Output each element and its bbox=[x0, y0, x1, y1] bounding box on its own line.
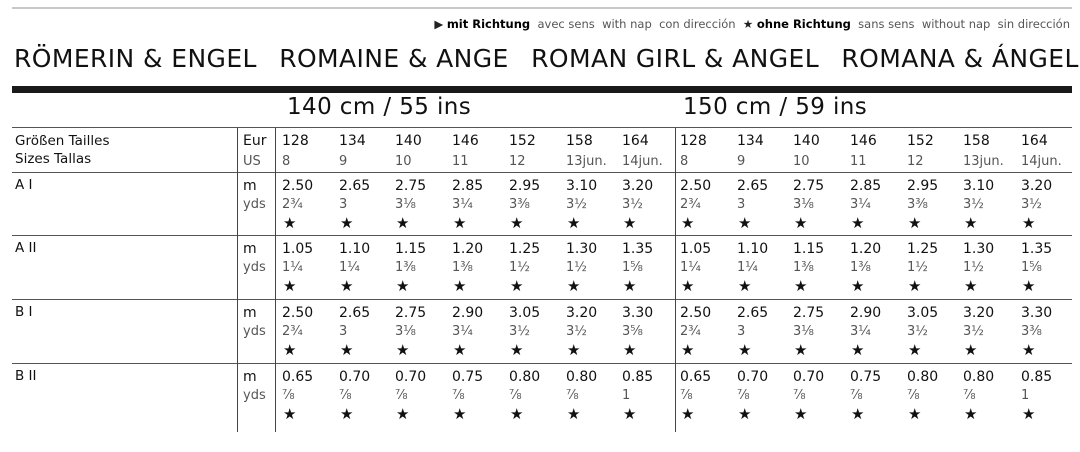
without-nap-star-icon: ★ bbox=[283, 277, 297, 295]
without-nap-star-icon: ★ bbox=[567, 277, 581, 295]
meters-value: 2.50 bbox=[282, 305, 314, 321]
without-nap-star-icon: ★ bbox=[738, 277, 752, 295]
yards-value: 2¾ bbox=[680, 197, 701, 212]
without-nap-symbol: ★ bbox=[742, 17, 754, 31]
yards-value: 2¾ bbox=[680, 324, 701, 339]
us-size-cell: 8 bbox=[282, 154, 291, 169]
meters-value: 1.30 bbox=[963, 241, 995, 257]
meters-value: 2.90 bbox=[850, 305, 882, 321]
yards-value: 1½ bbox=[566, 260, 587, 275]
without-nap-star-icon: ★ bbox=[681, 341, 695, 359]
yards-value: 3 bbox=[339, 197, 348, 212]
us-size-cell: 8 bbox=[680, 154, 689, 169]
meters-value: 0.85 bbox=[622, 369, 654, 385]
pattern-title bbox=[14, 44, 1080, 73]
row-divider bbox=[12, 127, 1072, 128]
without-nap-star-icon: ★ bbox=[340, 214, 354, 232]
without-nap-star-icon: ★ bbox=[510, 405, 524, 423]
yards-value: 1¼ bbox=[680, 260, 701, 275]
without-nap-star-icon: ★ bbox=[283, 341, 297, 359]
without-nap-star-icon: ★ bbox=[681, 214, 695, 232]
without-nap-star-icon: ★ bbox=[794, 341, 808, 359]
us-size-cell: 12 bbox=[907, 154, 924, 169]
meters-value: 1.05 bbox=[680, 241, 712, 257]
yards-unit-label: yds bbox=[243, 260, 266, 275]
yards-value: 3½ bbox=[963, 324, 984, 339]
view-label: A I bbox=[15, 177, 33, 193]
without-nap-star-icon: ★ bbox=[453, 405, 467, 423]
without-nap-star-icon: ★ bbox=[794, 405, 808, 423]
us-size-cell: 10 bbox=[395, 154, 412, 169]
yards-value: 3½ bbox=[622, 197, 643, 212]
without-nap-star-icon: ★ bbox=[340, 277, 354, 295]
without-nap-star-icon: ★ bbox=[794, 277, 808, 295]
eur-size-cell: 134 bbox=[339, 133, 366, 149]
yards-value: 3⅜ bbox=[509, 197, 530, 212]
meters-value: 3.10 bbox=[963, 178, 995, 194]
without-nap-star-icon: ★ bbox=[567, 214, 581, 232]
row-divider bbox=[12, 172, 1072, 173]
without-nap-star-icon: ★ bbox=[396, 405, 410, 423]
yards-value: 3½ bbox=[907, 324, 928, 339]
without-nap-star-icon: ★ bbox=[681, 277, 695, 295]
yards-value: 1⅜ bbox=[793, 260, 814, 275]
yards-value: ⅞ bbox=[850, 388, 863, 403]
us-size-cell: 9 bbox=[737, 154, 746, 169]
without-nap-star-icon: ★ bbox=[567, 405, 581, 423]
fabric-width-150-heading: 150 cm / 59 ins bbox=[683, 94, 868, 120]
yards-value: 3½ bbox=[1021, 197, 1042, 212]
us-size-cell: 11 bbox=[850, 154, 867, 169]
without-nap-star-icon: ★ bbox=[567, 341, 581, 359]
meter-unit-label: m bbox=[243, 178, 257, 194]
eur-size-cell: 164 bbox=[1021, 133, 1048, 149]
meters-value: 3.30 bbox=[1021, 305, 1053, 321]
meters-value: 2.95 bbox=[907, 178, 939, 194]
view-label: A II bbox=[15, 240, 37, 256]
yards-value: 3 bbox=[339, 324, 348, 339]
yards-value: 1½ bbox=[963, 260, 984, 275]
yards-value: 1 bbox=[622, 388, 631, 403]
label-column-divider bbox=[237, 128, 238, 432]
without-nap-star-icon: ★ bbox=[340, 405, 354, 423]
meters-value: 0.70 bbox=[793, 369, 825, 385]
yards-value: ⅞ bbox=[963, 388, 976, 403]
meters-value: 2.85 bbox=[452, 178, 484, 194]
meters-value: 2.50 bbox=[680, 305, 712, 321]
without-nap-star-icon: ★ bbox=[908, 341, 922, 359]
meters-value: 3.10 bbox=[566, 178, 598, 194]
without-nap-star-icon: ★ bbox=[738, 214, 752, 232]
us-size-cell: 11 bbox=[452, 154, 469, 169]
yards-unit-label: yds bbox=[243, 388, 266, 403]
meter-unit-label: m bbox=[243, 369, 257, 385]
meters-value: 0.70 bbox=[395, 369, 427, 385]
yards-value: 3½ bbox=[566, 197, 587, 212]
yards-value: ⅞ bbox=[395, 388, 408, 403]
meters-value: 2.75 bbox=[793, 305, 825, 321]
yards-value: 2¾ bbox=[282, 197, 303, 212]
without-nap-star-icon: ★ bbox=[1022, 214, 1036, 232]
yards-value: 3¼ bbox=[850, 324, 871, 339]
size-label-line1: Größen Tailles bbox=[15, 133, 110, 149]
yards-value: 1¼ bbox=[737, 260, 758, 275]
row-divider bbox=[12, 299, 1072, 300]
without-nap-es: sin dirección bbox=[997, 17, 1070, 31]
with-nap-fr: avec sens bbox=[537, 17, 595, 31]
without-nap-star-icon: ★ bbox=[340, 341, 354, 359]
meters-value: 0.85 bbox=[1021, 369, 1053, 385]
without-nap-star-icon: ★ bbox=[964, 214, 978, 232]
without-nap-star-icon: ★ bbox=[908, 214, 922, 232]
yards-value: 3½ bbox=[963, 197, 984, 212]
yards-value: 1½ bbox=[509, 260, 530, 275]
meters-value: 0.75 bbox=[850, 369, 882, 385]
without-nap-en: without nap bbox=[921, 17, 991, 31]
nap-legend bbox=[434, 17, 1070, 31]
view-label: B II bbox=[15, 368, 37, 384]
width-column-divider bbox=[675, 128, 676, 432]
us-size-cell: 12 bbox=[509, 154, 526, 169]
meters-value: 0.70 bbox=[737, 369, 769, 385]
without-nap-star-icon: ★ bbox=[851, 405, 865, 423]
meters-value: 0.65 bbox=[680, 369, 712, 385]
with-nap-en: with nap bbox=[602, 17, 652, 31]
meters-value: 1.25 bbox=[509, 241, 541, 257]
meters-value: 1.20 bbox=[850, 241, 882, 257]
us-size-cell: 10 bbox=[793, 154, 810, 169]
without-nap-star-icon: ★ bbox=[1022, 277, 1036, 295]
row-divider bbox=[12, 363, 1072, 364]
without-nap-star-icon: ★ bbox=[964, 277, 978, 295]
eur-size-cell: 146 bbox=[452, 133, 479, 149]
yards-value: 3⅝ bbox=[622, 324, 643, 339]
yards-value: 3⅜ bbox=[1021, 324, 1042, 339]
eur-size-cell: 134 bbox=[737, 133, 764, 149]
without-nap-star-icon: ★ bbox=[1022, 341, 1036, 359]
meters-value: 3.20 bbox=[566, 305, 598, 321]
us-size-cell: 13jun. bbox=[963, 154, 1004, 169]
eur-size-cell: 152 bbox=[509, 133, 536, 149]
eur-size-cell: 152 bbox=[907, 133, 934, 149]
yards-value: ⅞ bbox=[793, 388, 806, 403]
yards-unit-label: yds bbox=[243, 197, 266, 212]
yards-value: 3¼ bbox=[452, 197, 473, 212]
meters-value: 0.70 bbox=[339, 369, 371, 385]
without-nap-star-icon: ★ bbox=[964, 405, 978, 423]
eur-label: Eur bbox=[243, 133, 267, 149]
eur-size-cell: 158 bbox=[963, 133, 990, 149]
without-nap-star-icon: ★ bbox=[623, 341, 637, 359]
meters-value: 0.80 bbox=[963, 369, 995, 385]
meters-value: 0.65 bbox=[282, 369, 314, 385]
eur-size-cell: 164 bbox=[622, 133, 649, 149]
yards-value: 3⅛ bbox=[395, 324, 416, 339]
without-nap-star-icon: ★ bbox=[510, 277, 524, 295]
without-nap-star-icon: ★ bbox=[623, 405, 637, 423]
meters-value: 3.05 bbox=[509, 305, 541, 321]
meters-value: 0.75 bbox=[452, 369, 484, 385]
meters-value: 2.85 bbox=[850, 178, 882, 194]
meters-value: 2.65 bbox=[339, 178, 371, 194]
fabric-width-140-heading: 140 cm / 55 ins bbox=[287, 94, 472, 120]
us-size-cell: 13jun. bbox=[566, 154, 607, 169]
without-nap-star-icon: ★ bbox=[623, 277, 637, 295]
meter-unit-label: m bbox=[243, 241, 257, 257]
meters-value: 2.65 bbox=[339, 305, 371, 321]
meters-value: 2.65 bbox=[737, 305, 769, 321]
us-label: US bbox=[243, 154, 261, 169]
yards-value: 3¼ bbox=[850, 197, 871, 212]
meters-value: 2.75 bbox=[395, 178, 427, 194]
meters-value: 1.20 bbox=[452, 241, 484, 257]
top-rule bbox=[12, 7, 1072, 9]
without-nap-star-icon: ★ bbox=[623, 214, 637, 232]
yards-value: 3 bbox=[737, 197, 746, 212]
row-divider bbox=[12, 235, 1072, 236]
meters-value: 1.10 bbox=[339, 241, 371, 257]
without-nap-star-icon: ★ bbox=[908, 277, 922, 295]
without-nap-star-icon: ★ bbox=[396, 214, 410, 232]
yards-value: ⅞ bbox=[566, 388, 579, 403]
yards-value: ⅞ bbox=[509, 388, 522, 403]
without-nap-star-icon: ★ bbox=[738, 405, 752, 423]
yards-value: 1⅜ bbox=[395, 260, 416, 275]
view-label: B I bbox=[15, 304, 33, 320]
meters-value: 3.05 bbox=[907, 305, 939, 321]
title-es: ROMANA & ÁNGEL bbox=[841, 44, 1079, 73]
us-size-cell: 14jun. bbox=[622, 154, 663, 169]
us-size-cell: 9 bbox=[339, 154, 348, 169]
with-nap-de: mit Richtung bbox=[446, 17, 531, 31]
yards-value: 3⅜ bbox=[907, 197, 928, 212]
meters-value: 3.20 bbox=[963, 305, 995, 321]
yards-value: 3½ bbox=[566, 324, 587, 339]
without-nap-star-icon: ★ bbox=[283, 405, 297, 423]
yards-value: 1⅜ bbox=[850, 260, 871, 275]
yards-value: ⅞ bbox=[680, 388, 693, 403]
meters-value: 1.15 bbox=[793, 241, 825, 257]
without-nap-star-icon: ★ bbox=[283, 214, 297, 232]
eur-size-cell: 146 bbox=[850, 133, 877, 149]
size-label-line2: Sizes Tallas bbox=[15, 151, 92, 167]
eur-size-cell: 140 bbox=[793, 133, 820, 149]
meters-value: 0.80 bbox=[566, 369, 598, 385]
us-size-cell: 14jun. bbox=[1021, 154, 1062, 169]
yards-value: 3⅛ bbox=[793, 324, 814, 339]
without-nap-star-icon: ★ bbox=[681, 405, 695, 423]
meters-value: 1.10 bbox=[737, 241, 769, 257]
meters-value: 3.20 bbox=[1021, 178, 1053, 194]
yards-unit-label: yds bbox=[243, 324, 266, 339]
yards-value: ⅞ bbox=[907, 388, 920, 403]
meters-value: 2.90 bbox=[452, 305, 484, 321]
meters-value: 2.50 bbox=[680, 178, 712, 194]
meters-value: 2.75 bbox=[395, 305, 427, 321]
yards-value: 1⅝ bbox=[622, 260, 643, 275]
title-en: ROMAN GIRL & ANGEL bbox=[531, 44, 820, 73]
eur-size-cell: 140 bbox=[395, 133, 422, 149]
without-nap-star-icon: ★ bbox=[908, 405, 922, 423]
yards-value: 3½ bbox=[509, 324, 530, 339]
meters-value: 1.35 bbox=[1021, 241, 1053, 257]
yards-value: 2¾ bbox=[282, 324, 303, 339]
meters-value: 1.35 bbox=[622, 241, 654, 257]
without-nap-star-icon: ★ bbox=[738, 341, 752, 359]
without-nap-star-icon: ★ bbox=[851, 214, 865, 232]
meters-value: 1.25 bbox=[907, 241, 939, 257]
meters-value: 0.80 bbox=[907, 369, 939, 385]
yards-value: 1 bbox=[1021, 388, 1030, 403]
without-nap-star-icon: ★ bbox=[510, 214, 524, 232]
without-nap-fr: sans sens bbox=[858, 17, 915, 31]
meters-value: 1.15 bbox=[395, 241, 427, 257]
yards-value: 3¼ bbox=[452, 324, 473, 339]
without-nap-star-icon: ★ bbox=[964, 341, 978, 359]
meters-value: 3.30 bbox=[622, 305, 654, 321]
without-nap-star-icon: ★ bbox=[453, 341, 467, 359]
meters-value: 2.95 bbox=[509, 178, 541, 194]
meters-value: 3.20 bbox=[622, 178, 654, 194]
title-underline-bar bbox=[12, 86, 1072, 93]
without-nap-star-icon: ★ bbox=[851, 277, 865, 295]
yards-value: 1¼ bbox=[339, 260, 360, 275]
yards-value: 3 bbox=[737, 324, 746, 339]
without-nap-star-icon: ★ bbox=[396, 277, 410, 295]
meter-unit-label: m bbox=[243, 305, 257, 321]
yards-value: ⅞ bbox=[452, 388, 465, 403]
eur-size-cell: 158 bbox=[566, 133, 593, 149]
yards-value: 1⅜ bbox=[452, 260, 473, 275]
with-nap-symbol: ▶ bbox=[434, 17, 444, 31]
without-nap-star-icon: ★ bbox=[396, 341, 410, 359]
yards-value: 3⅛ bbox=[395, 197, 416, 212]
meters-value: 2.50 bbox=[282, 178, 314, 194]
yards-value: 1⅝ bbox=[1021, 260, 1042, 275]
eur-size-cell: 128 bbox=[680, 133, 707, 149]
meters-value: 1.30 bbox=[566, 241, 598, 257]
without-nap-star-icon: ★ bbox=[794, 214, 808, 232]
yards-value: ⅞ bbox=[282, 388, 295, 403]
with-nap-es: con dirección bbox=[659, 17, 736, 31]
without-nap-star-icon: ★ bbox=[510, 341, 524, 359]
meters-value: 0.80 bbox=[509, 369, 541, 385]
meters-value: 2.75 bbox=[793, 178, 825, 194]
yards-value: ⅞ bbox=[339, 388, 352, 403]
eur-size-cell: 128 bbox=[282, 133, 309, 149]
yards-value: 1½ bbox=[907, 260, 928, 275]
yards-value: 3⅛ bbox=[793, 197, 814, 212]
yards-value: 1¼ bbox=[282, 260, 303, 275]
meters-value: 2.65 bbox=[737, 178, 769, 194]
title-fr: ROMAINE & ANGE bbox=[279, 44, 509, 73]
meters-value: 1.05 bbox=[282, 241, 314, 257]
title-de: RÖMERIN & ENGEL bbox=[14, 44, 257, 73]
without-nap-star-icon: ★ bbox=[1022, 405, 1036, 423]
without-nap-star-icon: ★ bbox=[851, 341, 865, 359]
without-nap-star-icon: ★ bbox=[453, 214, 467, 232]
yards-value: ⅞ bbox=[737, 388, 750, 403]
unit-column-divider bbox=[275, 128, 276, 432]
without-nap-de: ohne Richtung bbox=[756, 17, 851, 31]
without-nap-star-icon: ★ bbox=[453, 277, 467, 295]
